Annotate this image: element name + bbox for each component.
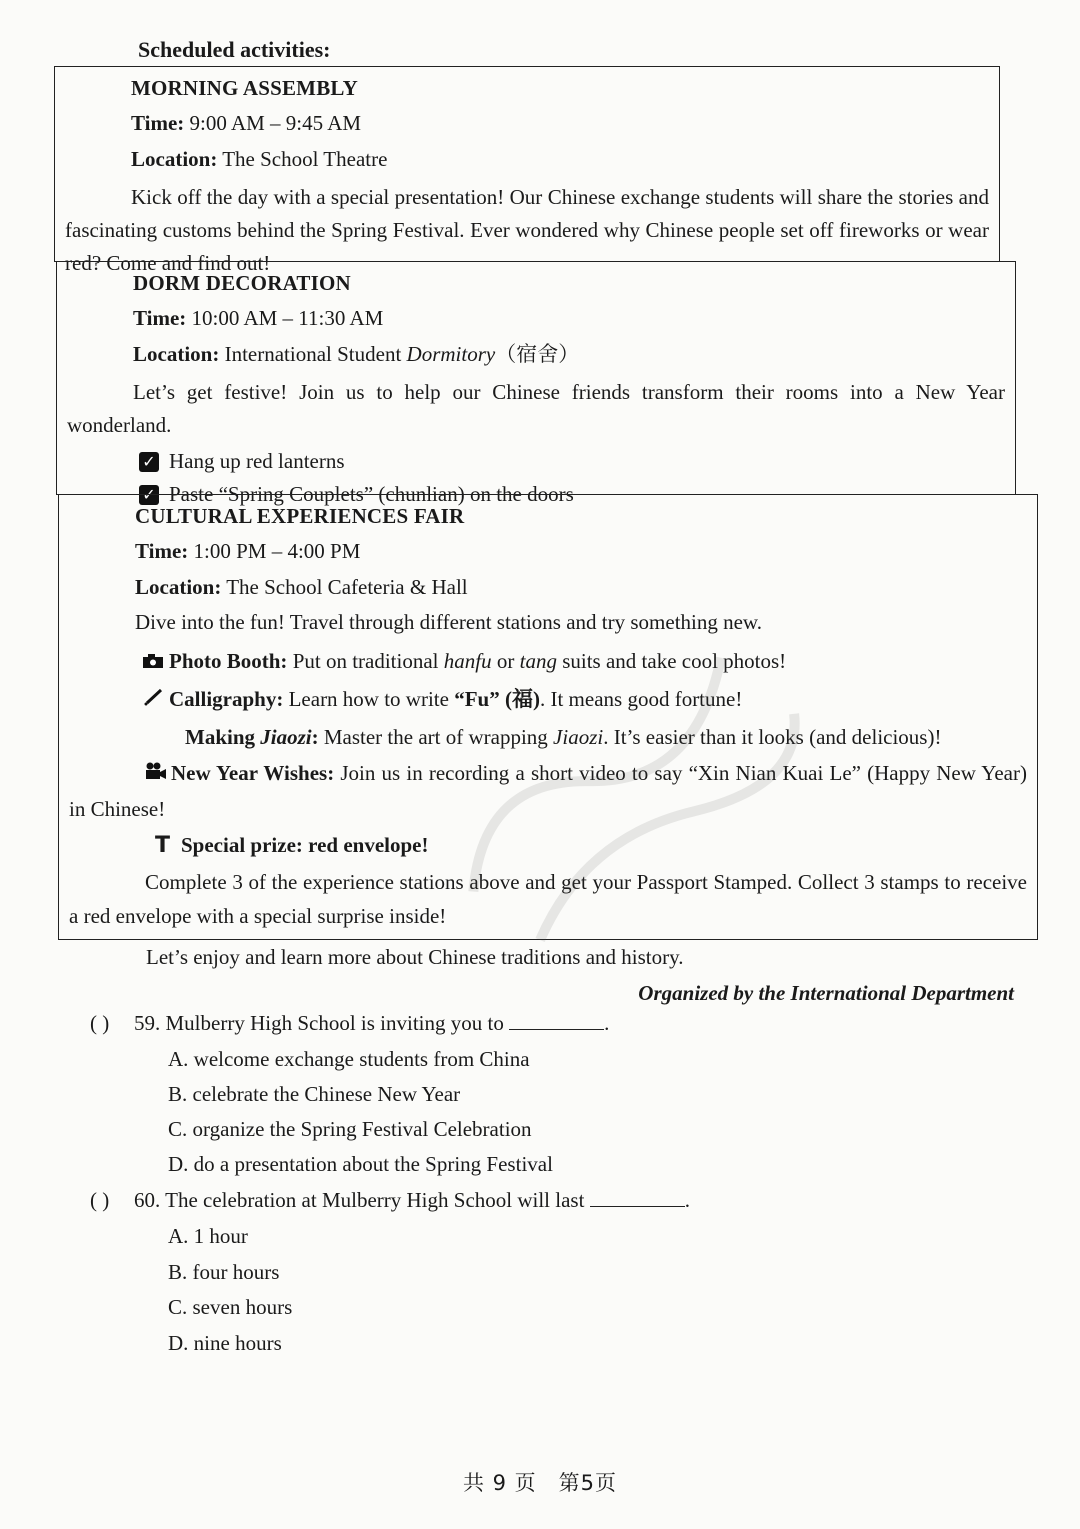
option-60-a: A. 1 hour — [168, 1224, 248, 1248]
brush-icon — [143, 684, 169, 718]
question-60: ( ) 60. The celebration at Mulberry High School will last . — [90, 1187, 690, 1214]
fair-intro: Dive into the fun! Travel through different stations and try something new. — [135, 609, 762, 634]
answer-blank[interactable] — [590, 1188, 685, 1207]
camera-icon — [143, 646, 169, 680]
dorm-title: DORM DECORATION — [133, 271, 351, 295]
option-59-c: C. organize the Spring Festival Celebration — [168, 1117, 532, 1141]
video-camera-icon — [145, 758, 171, 792]
special-prize: T Special prize: red envelope! — [155, 828, 1027, 863]
question-59: ( ) 59. Mulberry High School is inviting you to . — [90, 1010, 609, 1037]
option-59-b: B. celebrate the Chinese New Year — [168, 1082, 461, 1106]
section-heading: Scheduled activities: — [138, 37, 331, 62]
option-59-a: A. welcome exchange students from China — [168, 1047, 530, 1071]
check-icon: ✓ — [139, 452, 159, 472]
stamp-instructions: Complete 3 of the experience stations above and get your Passport Stamped. Collect 3 stamps to receive a red envelope with a special surprise inside! — [69, 870, 1027, 929]
morning-location: Location: The School Theatre — [131, 146, 388, 171]
checklist-item: ✓ Paste “Spring Couplets” (chunlian) on the doors — [139, 481, 1005, 508]
page-footer: 共 9 页 第5页 — [462, 1471, 618, 1495]
dorm-location: Location: International Student Dormitory（宿舍） — [133, 341, 580, 366]
dorm-decoration-box — [56, 261, 1016, 507]
morning-assembly-box — [54, 66, 1000, 275]
checklist-item: ✓ Hang up red lanterns — [139, 448, 1005, 475]
dorm-time: Time: 10:00 AM – 11:30 AM — [133, 306, 384, 331]
option-59-d: D. do a presentation about the Spring Festival — [168, 1152, 553, 1176]
station-photo-booth: Photo Booth: Put on traditional hanfu or tang suits and take cool photos! — [143, 644, 1027, 680]
cultural-fair-box — [58, 494, 1038, 940]
answer-paren[interactable]: ( ) — [90, 1188, 110, 1212]
station-jiaozi: Making Jiaozi: Master the art of wrapping Jiaozi. It’s easier than it looks (and delicious)! — [185, 725, 942, 750]
morning-time: Time: 9:00 AM – 9:45 AM — [131, 111, 362, 136]
answer-blank[interactable] — [509, 1011, 604, 1030]
t-shape-icon: T — [155, 833, 171, 859]
answer-paren[interactable]: ( ) — [90, 1011, 110, 1035]
fair-time: Time: 1:00 PM – 4:00 PM — [135, 539, 361, 564]
option-60-c: C. seven hours — [168, 1295, 293, 1319]
organizer-credit: Organized by the International Department — [638, 981, 1014, 1005]
fair-title: CULTURAL EXPERIENCES FAIR — [135, 504, 465, 528]
option-60-b: B. four hours — [168, 1260, 280, 1284]
station-calligraphy: Calligraphy: Learn how to write “Fu” (福). It means good fortune! — [143, 682, 1027, 718]
fair-location: Location: The School Cafeteria & Hall — [135, 574, 468, 599]
check-icon: ✓ — [139, 485, 159, 505]
dorm-description: Let’s get festive! Join us to help our Chinese friends transform their rooms into a New Year wonderland. — [67, 379, 1005, 437]
station-new-year-wishes: New Year Wishes: Join us in recording a short video to say “Xin Nian Kuai Le” (Happy New Year) in Chinese! — [69, 756, 1027, 826]
closing-line: Let’s enjoy and learn more about Chinese traditions and history. — [146, 945, 684, 969]
morning-description: Kick off the day with a special presentation! Our Chinese exchange students will share the stories and fascinating customs behind the Spring Festival. Ever wondered why Chinese people set off fireworks or wear red? Come and find out! — [65, 184, 989, 275]
morning-title: MORNING ASSEMBLY — [131, 76, 359, 100]
option-60-d: D. nine hours — [168, 1331, 282, 1355]
